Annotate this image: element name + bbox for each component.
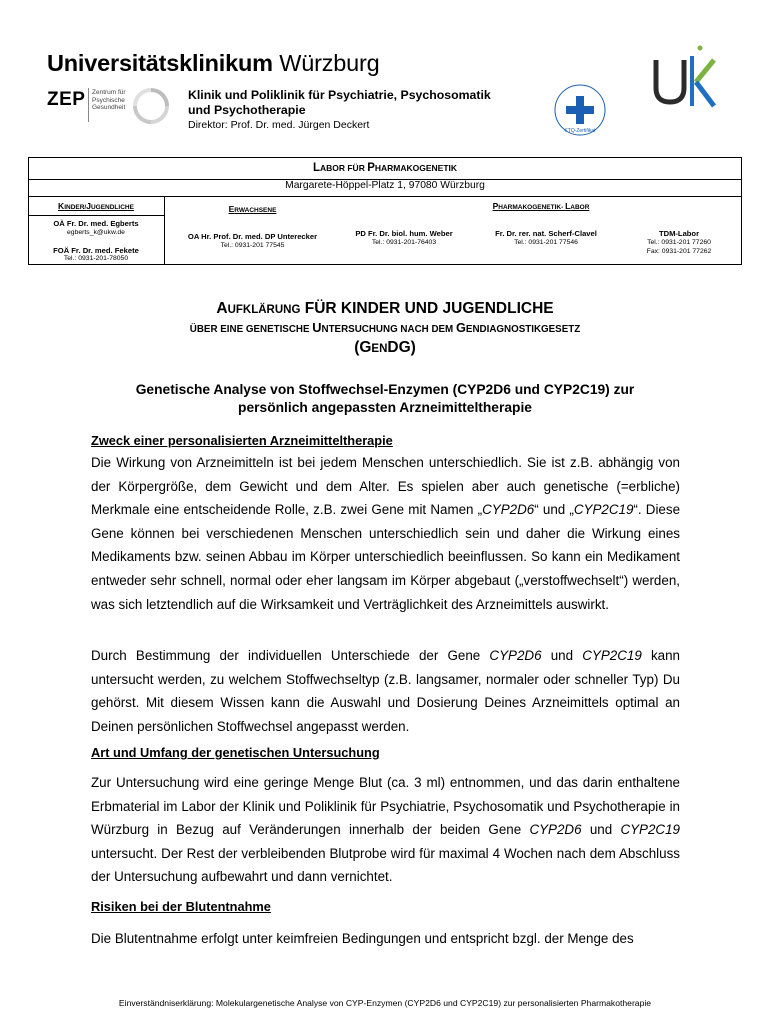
kinder-heading: KINDER/JUGENDLICHE xyxy=(58,201,134,211)
ukw-logo-icon xyxy=(650,42,720,134)
paragraph: Durch Bestimmung der individuellen Unterschiede der Gene CYP2D6 und CYP2C19 kann untersucht werden, zu welchem Stoffwechseltyp (z.B. langsamer, normaler oder schneller Typ) Du gehörst. Mit diesem Wissen kann die Auswahl und Dosierung Deines Arzneimittels optimal an Deinen persönlichen Stoffwechsel angepasst werden. xyxy=(91,648,680,734)
paragraph: Die Blutentnahme erfolgt unter keimfreien Bedingungen und entspricht bzgl. der Menge des xyxy=(91,931,634,946)
contact-name: PD Fr. Dr. biol. hum. Weber xyxy=(355,229,453,238)
section-heading: Zweck einer personalisierten Arzneimitteltherapie xyxy=(91,433,393,448)
zep-divider xyxy=(88,88,89,122)
contact-phone: Tel.: 0931-201-78050 xyxy=(63,255,129,262)
clinic-name: Klinik und Poliklinik für Psychiatrie, Psychosomatik und Psychotherapie xyxy=(188,88,491,117)
divider xyxy=(28,196,742,197)
contact-name: OÄ Fr. Dr. med. Egberts xyxy=(53,219,139,228)
document-title-line2: ÜBER EINE GENETISCHE UNTERSUCHUNG NACH DEM GENDIAGNOSTIKGESETZ xyxy=(189,320,581,335)
divider xyxy=(28,215,164,216)
svg-text:KTQ-Zertifikat: KTQ-Zertifikat xyxy=(564,128,596,134)
contact-name: TDM-Labor xyxy=(658,229,700,238)
lab-title: LABOR FÜR PHARMAKOGENETIK xyxy=(312,162,458,174)
contact-name: FOÄ Fr. Dr. med. Fekete xyxy=(53,246,139,255)
contact-name: Fr. Dr. rer. nat. Scherf-Clavel xyxy=(495,229,597,238)
paragraph: Die Wirkung von Arzneimitteln ist bei jedem Menschen unterschiedlich. Sie ist z.B. abhängig von der Körpergröße, dem Gewicht und dem Alter. Es spielen aber auch genetische (=erbliche) Merkmale eine entscheidende Rolle, z.B. zwei Gene mit Namen „CYP2D6“ und „CYP2C19“. Diese Gene können bei verschiedenen Menschen unterschiedlich sein und daher die Wirkung eines Medikaments bzw. seinen Abbau im Körper unterschiedlich beeinflussen. So kann ein Medikament entweder sehr schnell, normal oder eher langsam im Körper abgebaut („verstoffwechselt“) werden, was sich letztendlich auf die Wirksamkeit und Verträglichkeit des Arzneimittels auswirkt. xyxy=(91,455,681,612)
zep-swirl-logo-icon xyxy=(131,86,171,126)
contact-phone: Tel.: 0931-201 77546 xyxy=(514,239,578,246)
erwachsene-heading: ERWACHSENE xyxy=(228,204,277,214)
director-line: Direktor: Prof. Dr. med. Jürgen Deckert xyxy=(188,119,370,131)
contact-phone: Tel.: 0931-201-76403 xyxy=(371,239,437,246)
contact-phone: Tel.: 0931-201 77260 xyxy=(647,239,711,246)
zep-subtitle: Zentrum für Psychische Gesundheit xyxy=(92,89,126,111)
document-title: AUFKLÄRUNG FÜR KINDER UND JUGENDLICHE xyxy=(216,300,554,317)
hospital-name: Universitätsklinikum Würzburg xyxy=(47,50,380,76)
document-subtitle: Genetische Analyse von Stoffwechsel-Enzymen (CYP2D6 und CYP2C19) zur persönlich angepassten Arzneimitteltherapie xyxy=(135,382,635,415)
paragraph: Zur Untersuchung wird eine geringe Menge Blut (ca. 3 ml) entnommen, und das darin enthaltene Erbmaterial im Labor der Klinik und Poliklinik für Psychiatrie, Psychosomatik und Psychotherapie in Würzburg in Bezug auf Veränderungen innerhalb der beiden Gene CYP2D6 und CYP2C19 untersucht. Der Rest der verbleibenden Blutprobe wird für maximal 4 Wochen nach dem Abschluss der Untersuchung aufbewahrt und dann vernichtet. xyxy=(91,775,680,885)
zep-logo-text: ZEP xyxy=(47,89,86,110)
page-footer: Einverständniserklärung: Molekulargenetische Analyse von CYP-Enzymen (CYP2D6 und CYP2C19) zur personalisierten Pharmakotherapie xyxy=(118,998,652,1008)
document-title-line3: (GENDG) xyxy=(354,339,416,356)
contact-fax: Fax: 0931-201 77262 xyxy=(646,248,712,255)
ktq-certificate-icon xyxy=(552,82,608,138)
lab-address: Margarete-Höppel-Platz 1, 97080 Würzburg xyxy=(285,180,485,191)
contact-email[interactable]: egberts_k@ukw.de xyxy=(67,229,125,236)
contact-phone: Tel.: 0931-201 77545 xyxy=(220,242,285,249)
pharma-lab-heading: PHARMAKOGENETIK- LABOR xyxy=(492,201,590,211)
contact-name: OA Hr. Prof. Dr. med. DP Unterecker xyxy=(187,232,318,241)
section-heading: Risiken bei der Blutentnahme xyxy=(91,899,271,914)
section-heading: Art und Umfang der genetischen Untersuchung xyxy=(91,745,380,760)
